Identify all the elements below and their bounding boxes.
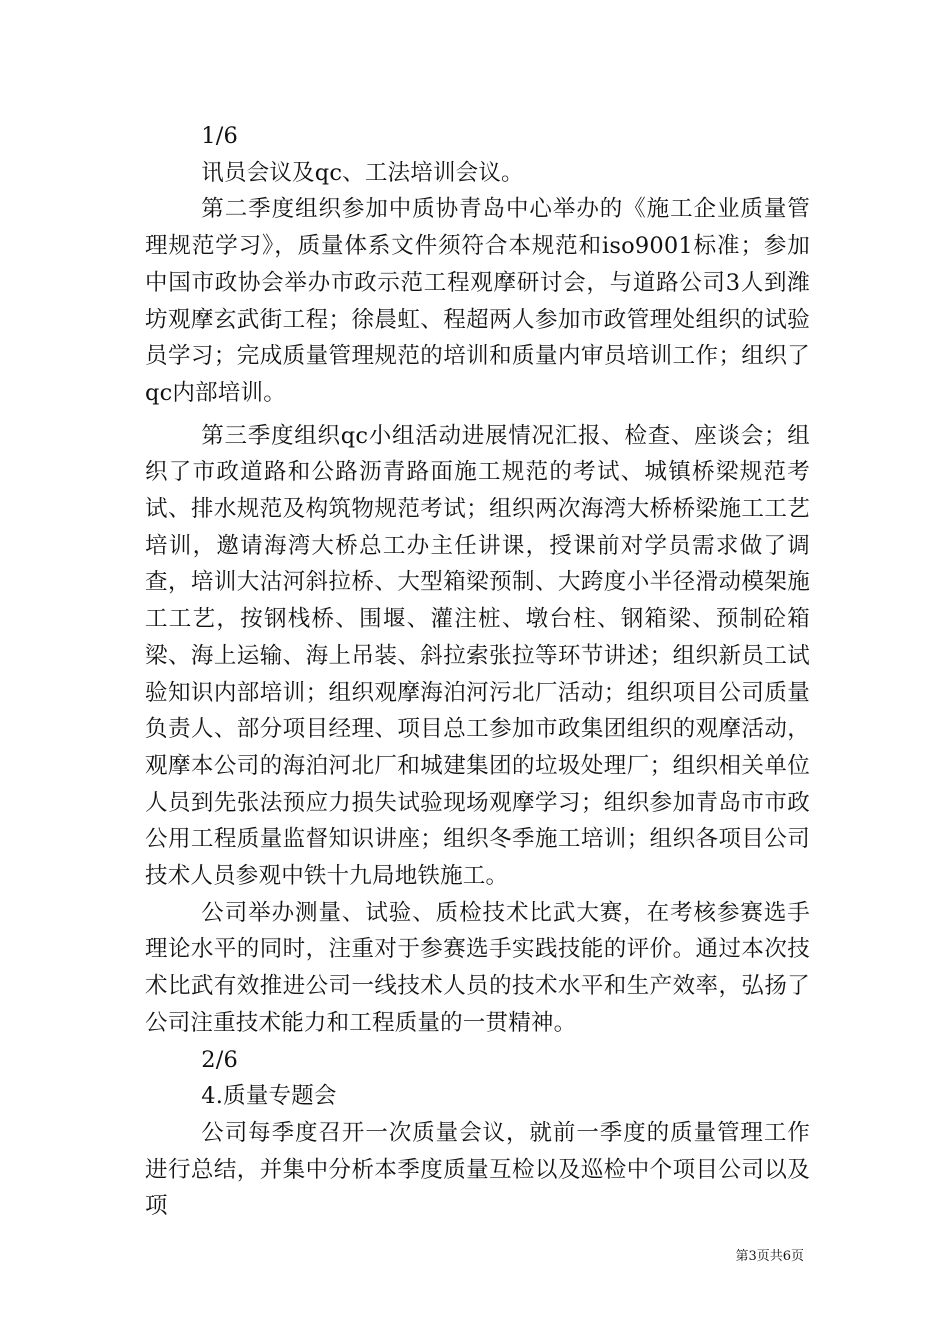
document-body — [145, 118, 810, 1225]
section-heading: 4.质量专题会 — [201, 1083, 337, 1110]
paragraph: 讯员会议及qc、工法培训会议。 — [201, 159, 524, 186]
page-number-footer: 第3页共6页 — [735, 1249, 804, 1264]
paragraph: 公司举办测量、试验、质检技术比武大赛，在考核参赛选手理论水平的同时，注重对于参赛选手实践技能的评价。通过本次技术比武有效推进公司一线技术人员的技术水平和生产效率，弘扬了公司注重技术能力和工程质量的一贯精神。 — [145, 899, 810, 1036]
page-marker: 1/6 — [201, 123, 239, 149]
paragraph: 公司每季度召开一次质量会议，就前一季度的质量管理工作进行总结，并集中分析本季度质量互检以及巡检中个项目公司以及项 — [145, 1119, 810, 1220]
page-marker: 2/6 — [201, 1046, 239, 1073]
paragraph: 第二季度组织参加中质协青岛中心举办的《施工企业质量管理规范学习》，质量体系文件须符合本规范和iso9001标准；参加中国市政协会举办市政示范工程观摩研讨会，与道路公司3人到潍坊观摩玄武街工程；徐晨虹、程超两人参加市政管理处组织的试验员学习；完成质量管理规范的培训和质量内审员培训工作；组织了qc内部培训。 — [145, 196, 810, 406]
paragraph: 第三季度组织qc小组活动进展情况汇报、检查、座谈会；组织了市政道路和公路沥青路面施工规范的考试、城镇桥梁规范考试、排水规范及构筑物规范考试；组织两次海湾大桥桥梁施工工艺培训，邀请海湾大桥总工办主任讲课，授课前对学员需求做了调查，培训大沽河斜拉桥、大型箱梁预制、大跨度小半径滑动模架施工工艺，按钢栈桥、围堰、灌注桩、墩台柱、钢箱梁、预制砼箱梁、海上运输、海上吊装、斜拉索张拉等环节讲述；组织新员工试验知识内部培训；组织观摩海泊河污北厂活动；组织项目公司质量负责人、部分项目经理、项目总工参加市政集团组织的观摩活动，观摩本公司的海泊河北厂和城建集团的垃圾处理厂；组织相关单位人员到先张法预应力损失试验现场观摩学习；组织参加青岛市市政公用工程质量监督知识讲座；组织冬季施工培训；组织各项目公司技术人员参观中铁十九局地铁施工。 — [145, 422, 810, 890]
